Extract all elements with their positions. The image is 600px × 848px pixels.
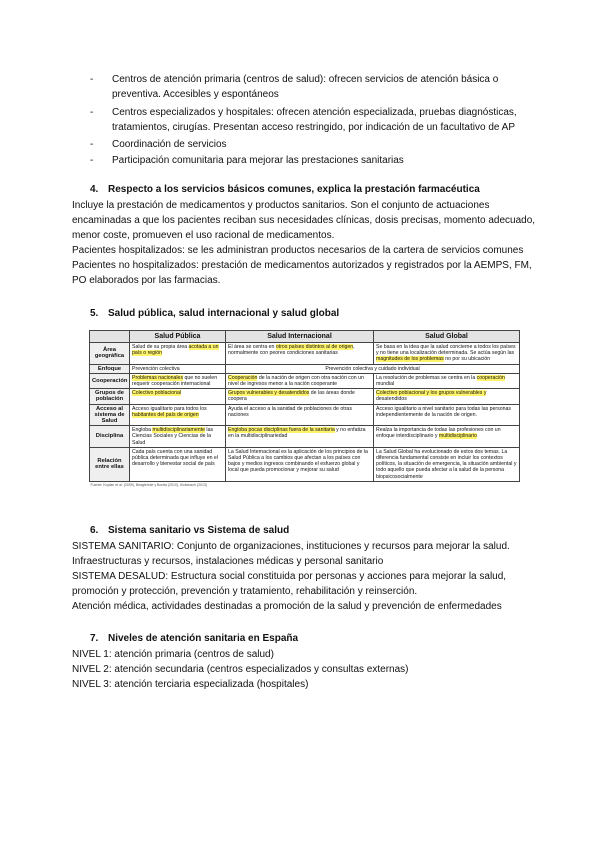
section-title: Respecto a los servicios básicos comunes, explica la prestación farmacéutica xyxy=(108,184,480,195)
table-row xyxy=(90,389,520,404)
table-row xyxy=(90,447,520,481)
paragraph: Atención médica, actividades destinadas a promoción de la salud y prevención de enfermedades xyxy=(72,601,502,612)
table-cell: Engloba multidisciplinariamente las Ciencias Sociales y Ciencias de la Salud xyxy=(130,426,226,448)
table-source: Fuente: Koplan et al. (2009), Beaglehole y Bonita (2010), Kickbusch (2013) xyxy=(90,482,208,487)
section-number: 6. xyxy=(90,525,99,536)
row-label: Acceso al sistema de Salud xyxy=(90,404,130,426)
paragraph: NIVEL 1: atención primaria (centros de salud) xyxy=(72,649,274,660)
table-row xyxy=(90,364,520,373)
section-6-body xyxy=(72,539,542,614)
table-source-row xyxy=(90,481,520,488)
highlight: multidisciplinario xyxy=(438,433,477,440)
highlight: multidisciplinariamente xyxy=(152,427,205,434)
table-cell: La Salud Global ha evolucionado de estos dos temas. La diferencia fundamental consiste en incluir los contextos políticos, la situación de emergencia, la situación ambiental y todo aquello que pueda afectar a la salud de la persona biopsicosocialmente xyxy=(374,447,520,481)
section-number: 4. xyxy=(90,184,99,195)
paragraph: Pacientes hospitalizados: se les administran productos necesarios de la cartera de servicios comunes xyxy=(72,245,524,256)
row-label: Relación entre ellas xyxy=(90,447,130,481)
row-label: Cooperación xyxy=(90,373,130,388)
table-header-cell: Salud Internacional xyxy=(226,331,374,343)
table-header-cell xyxy=(90,331,130,343)
bullet-dash: - xyxy=(90,74,94,85)
table-row xyxy=(90,404,520,426)
highlight: magnitudes de los problemas xyxy=(376,356,444,363)
table-cell xyxy=(130,389,226,404)
highlight: Engloba pocas disciplinas fuera de la sanitaria xyxy=(228,427,335,434)
highlight: acotada a un país o región xyxy=(132,344,219,357)
section-number: 7. xyxy=(90,633,99,644)
table-cell: Cada país cuenta con una sanidad pública determinada que influye en el desarrollo y bienestar social de país xyxy=(130,447,226,481)
highlight: cooperación xyxy=(476,374,505,381)
paragraph: SISTEMA SANITARIO: Conjunto de organizaciones, instituciones y recursos para mejorar la salud. xyxy=(72,541,510,552)
table-cell: La resolución de problemas se centra en la cooperación mundial xyxy=(374,373,520,388)
section-title: Salud pública, salud internacional y salud global xyxy=(108,308,340,319)
table-cell: Grupos vulnerables y desatendidos de las áreas donde coopera xyxy=(226,389,374,404)
table-header-cell: Salud Global xyxy=(374,331,520,343)
table-cell: Salud de su propia área acotada a un país o región xyxy=(130,343,226,365)
decorative-separator xyxy=(265,323,325,329)
table-row xyxy=(90,426,520,448)
table-row xyxy=(90,343,520,365)
table-cell: Colectivo poblacional y los grupos vulnerables y desatendidos xyxy=(374,389,520,404)
table-cell: Acceso igualitario para todos los habitantes del país de origen xyxy=(130,404,226,426)
row-label: Enfoque xyxy=(90,364,130,373)
table-cell: Acceso igualitario a nivel sanitario para todas las personas independientemente de la nación de origen. xyxy=(374,404,520,426)
highlight: Problemas nacionales xyxy=(132,374,184,381)
paragraph: Pacientes no hospitalizados: prestación de medicamentos autorizados y registrados por la AEMPS, FM, PO elaborados por las farmacias. xyxy=(72,260,532,286)
bullet-text: Participación comunitaria para mejorar las prestaciones sanitarias xyxy=(112,155,404,166)
table-cell: Prevención colectiva xyxy=(130,364,226,373)
row-label: Área geográfica xyxy=(90,343,130,365)
health-comparison-table xyxy=(89,330,520,488)
highlight: Grupos vulnerables y desatendidos xyxy=(228,390,310,397)
table-cell: Prevención colectiva y cuidado individual xyxy=(226,364,520,373)
table-cell: La Salud Internacional es la aplicación de los principios de la Salud Pública a los cambios que afectan a los países con bajos y medios ingresos combinando el esfuerzo global y local que pueda promocionar y mejorar su salud xyxy=(226,447,374,481)
table-cell: Problemas nacionales que no suelen requerir cooperación internacional xyxy=(130,373,226,388)
table-cell: Cooperación de la nación de origen con otra nación con un nivel de ingresos menor a la nación cooperante xyxy=(226,373,374,388)
highlight: Colectivo poblacional y los grupos vulnerables y xyxy=(376,390,487,397)
table-header-row xyxy=(90,331,520,343)
highlight: Colectivo poblacional xyxy=(132,390,182,397)
bullet-dash: - xyxy=(90,139,94,150)
section-4-body xyxy=(72,198,542,288)
highlight: Cooperación xyxy=(228,374,258,381)
table-cell: Engloba pocas disciplinas fuera de la sanitaria y no enfatiza en la multidisciplinariedad xyxy=(226,426,374,448)
bullet-dash: - xyxy=(90,107,94,118)
table-cell: Se basa en la idea que la salud concierne a todos los países y no tiene una localización determinada. Se actúa según las magnitudes de los problemas no por su ubicación xyxy=(374,343,520,365)
row-label: Disciplina xyxy=(90,426,130,448)
paragraph: NIVEL 3: atención terciaria especializada (hospitales) xyxy=(72,679,309,690)
paragraph: NIVEL 2: atención secundaria (centros especializados y consultas externas) xyxy=(72,664,409,675)
highlight: otros países distintos al de origen xyxy=(275,344,354,350)
table-cell: El área se centra en otros países distintos al de origen, normalmente con peores condiciones sanitarias xyxy=(226,343,374,365)
table-header-cell: Salud Pública xyxy=(130,331,226,343)
bullet-dash: - xyxy=(90,155,94,166)
paragraph: Infraestructuras y recursos, instalaciones médicas y personal sanitario xyxy=(72,556,384,567)
section-number: 5. xyxy=(90,308,99,319)
highlight: habitantes del país de origen xyxy=(132,411,199,418)
bullet-text: Centros especializados y hospitales: ofrecen atención especializada, pruebas diagnósticas, tratamientos, cirugías. Presentan acceso restringido, por indicación de un facultativo de AP xyxy=(112,107,517,133)
paragraph: SISTEMA DESALUD: Estructura social constituida por personas y acciones para mejorar la salud, promoción y protección, prevención y tratamiento, rehabilitación y reinserción. xyxy=(72,571,507,597)
paragraph: Incluye la prestación de medicamentos y productos sanitarios. Son el conjunto de actuaciones encaminadas a que los pacientes reciban sus necesidades clínicas, dosis precisas, momento adecuado, menor coste, promueven el uso racional de medicamentos. xyxy=(72,200,536,241)
section-title: Niveles de atención sanitaria en España xyxy=(108,633,299,644)
row-label: Grupos de población xyxy=(90,389,130,404)
table-cell: Ayuda el acceso a la sanidad de poblaciones de otras naciones xyxy=(226,404,374,426)
table-cell: Realza la importancia de todas las profesiones con un enfoque interdisciplinario y multidisciplinario xyxy=(374,426,520,448)
table-row xyxy=(90,373,520,388)
bullet-text: Centros de atención primaria (centros de salud): ofrecen servicios de atención básica o preventiva. Accesibles y espontáneos xyxy=(112,74,499,100)
bullet-text: Coordinación de servicios xyxy=(112,139,227,150)
section-title: Sistema sanitario vs Sistema de salud xyxy=(108,525,290,536)
section-7-body xyxy=(72,647,542,692)
